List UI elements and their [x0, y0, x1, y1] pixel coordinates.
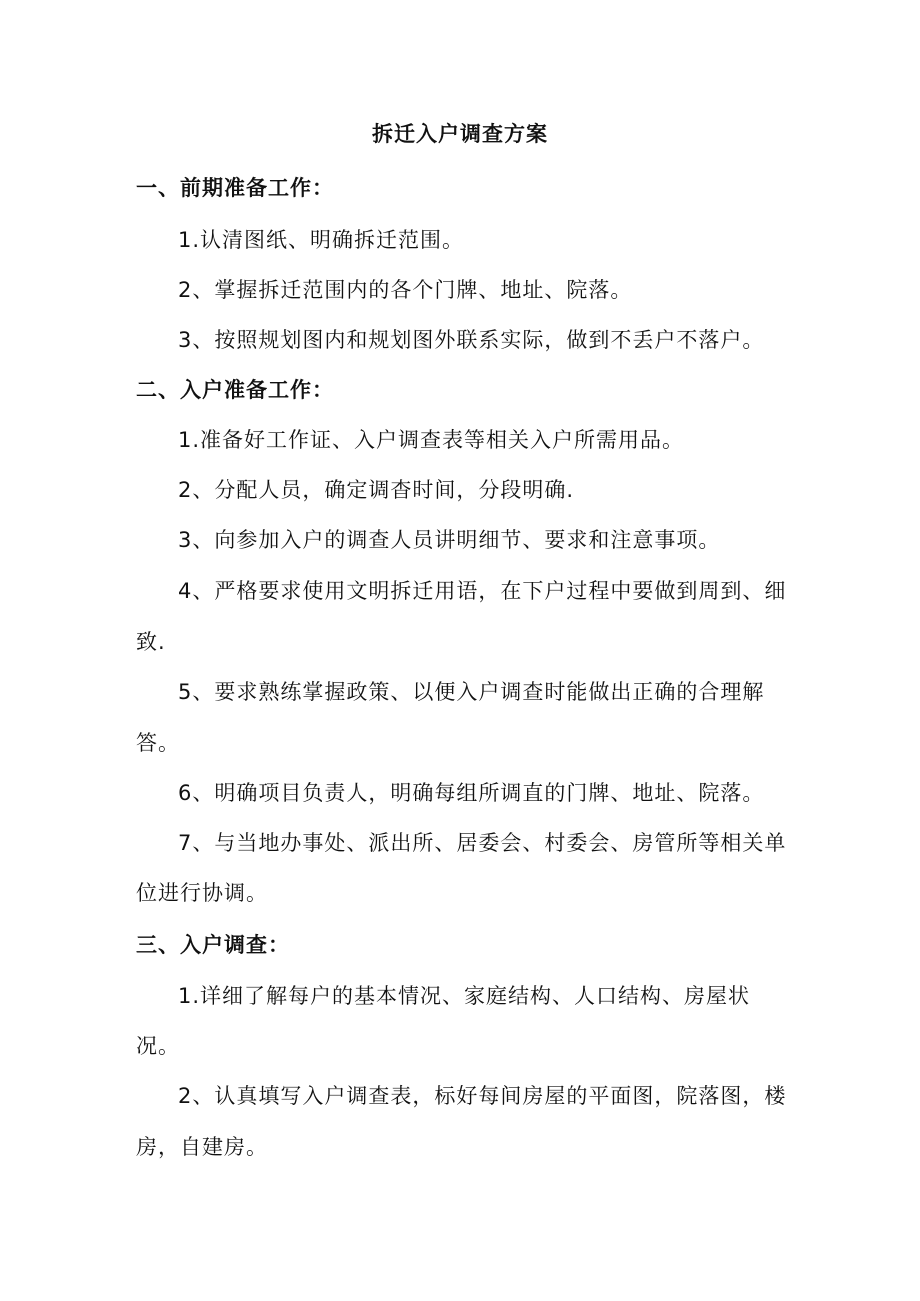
- paragraph-line: 2、掌握拆迁范围内的各个门牌、地址、院落。: [178, 278, 633, 302]
- paragraph-continuation: 致.: [136, 630, 166, 654]
- paragraph-continuation: 况。: [136, 1034, 180, 1058]
- section-heading-2: 二、入户准备工作：: [136, 378, 334, 402]
- paragraph-line: 2、认真填写入户调查表，标好每间房屋的平面图，院落图，楼: [178, 1084, 787, 1108]
- paragraph-line: 2、分配人员，确定调杳时间，分段明确.: [178, 478, 575, 502]
- paragraph-line: 1.认清图纸、明确拆迁范围。: [178, 228, 465, 252]
- paragraph-continuation: 房，自建房。: [136, 1135, 268, 1159]
- paragraph-line: 6、明确项目负责人，明确每组所调直的门牌、地址、院落。: [178, 781, 765, 805]
- paragraph-line: 1.准备好工作证、入户调查表等相关入户所需用品。: [178, 428, 685, 452]
- paragraph-line: 3、向参加入户的调查人员讲明细节、要求和注意事项。: [178, 528, 721, 552]
- paragraph-line: 3、按照规划图内和规划图外联系实际，做到不丢户不落户。: [178, 328, 765, 352]
- paragraph-line: 1.详细了解每户的基本情况、家庭结构、人口结构、房屋状: [178, 984, 751, 1008]
- paragraph-continuation: 答。: [136, 731, 180, 755]
- paragraph-line: 4、严格要求使用文明拆迁用语，在下户过程中要做到周到、细: [178, 579, 787, 603]
- paragraph-line: 7、与当地办事处、派出所、居委会、村委会、房管所等相关单: [178, 831, 787, 855]
- section-heading-1: 一、前期准备工作：: [136, 176, 334, 200]
- section-heading-3: 三、入户调查：: [136, 933, 290, 957]
- document-title: 拆迁入户调查方案: [372, 122, 548, 146]
- paragraph-continuation: 位进行协调。: [136, 881, 268, 905]
- paragraph-line: 5、要求熟练掌握政策、以便入户调查时能做出正确的合理解: [178, 680, 765, 704]
